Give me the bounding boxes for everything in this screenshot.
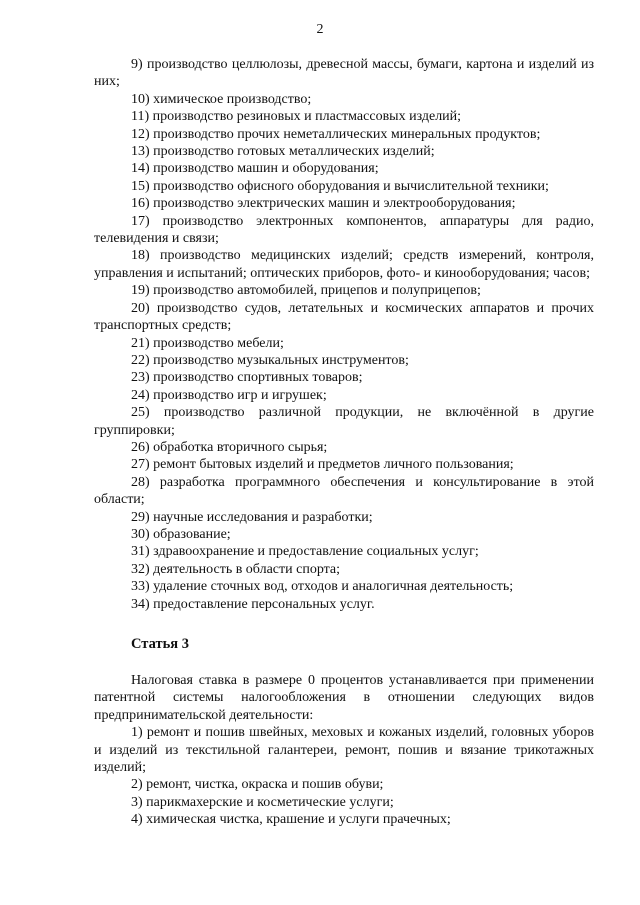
list-item: 17) производство электронных компонентов, аппаратуры для радио, телевидения и связи; bbox=[94, 213, 594, 247]
list-item: 26) обработка вторичного сырья; bbox=[131, 439, 328, 455]
list-item: 9) производство целлюлозы, древесной массы, бумаги, картона и изделий из них; bbox=[94, 57, 594, 90]
list-item: 15) производство офисного оборудования и вычислительной техники; bbox=[131, 178, 549, 194]
list-item: 31) здравоохранение и предоставление социальных услуг; bbox=[131, 544, 479, 560]
list-item: 25) производство различной продукции, не включённой в другие группировки; bbox=[94, 405, 594, 438]
list-item: 14) производство машин и оборудования; bbox=[131, 161, 379, 177]
list-item: 23) производство спортивных товаров; bbox=[131, 370, 363, 386]
list-item: 22) производство музыкальных инструментов; bbox=[131, 352, 409, 368]
list-item: 13) производство готовых металлических изделий; bbox=[131, 144, 435, 160]
list-item: 34) предоставление персональных услуг. bbox=[131, 596, 375, 612]
list-item: 20) производство судов, летательных и космических аппаратов и прочих транспортных средств; bbox=[94, 300, 594, 334]
list-item: 32) деятельность в области спорта; bbox=[131, 561, 341, 577]
list-item: 19) производство автомобилей, прицепов и полуприцепов; bbox=[131, 283, 481, 299]
list-item: 11) производство резиновых и пластмассовых изделий; bbox=[131, 109, 462, 125]
list-item: 30) образование; bbox=[131, 526, 231, 542]
document-body bbox=[94, 56, 594, 829]
article-intro: Налоговая ставка в размере 0 процентов устанавливается при применении патентной системы налогообложения в отношении следующих видов предпринимательской деятельности: bbox=[94, 673, 594, 723]
article-heading: Статья 3 bbox=[131, 636, 189, 652]
list-item: 12) производство прочих неметаллических минеральных продуктов; bbox=[131, 126, 541, 142]
list-item: 18) производство медицинских изделий; средств измерений, контроля, управления и испытаний; оптических приборов, фото- и кинооборудования; часов; bbox=[94, 248, 594, 281]
list-item: 21) производство мебели; bbox=[131, 335, 284, 351]
list-item: 4) химическая чистка, крашение и услуги прачечных; bbox=[131, 812, 451, 828]
activity-list bbox=[94, 56, 594, 613]
list-item: 33) удаление сточных вод, отходов и аналогичная деятельность; bbox=[131, 579, 514, 595]
list-item: 2) ремонт, чистка, окраска и пошив обуви; bbox=[131, 777, 384, 793]
list-item: 10) химическое производство; bbox=[131, 91, 312, 107]
list-item: 28) разработка программного обеспечения и консультирование в этой области; bbox=[94, 474, 594, 508]
list-item: 27) ремонт бытовых изделий и предметов личного пользования; bbox=[131, 457, 514, 473]
list-item: 24) производство игр и игрушек; bbox=[131, 387, 327, 403]
list-item: 29) научные исследования и разработки; bbox=[131, 509, 373, 525]
list-item: 16) производство электрических машин и электрооборудования; bbox=[131, 196, 516, 212]
page-number: 2 bbox=[316, 22, 324, 37]
list-item: 1) ремонт и пошив швейных, меховых и кожаных изделий, головных уборов и изделий из текстильной галантереи, ремонт, пошив и вязание трикотажных изделий; bbox=[94, 725, 594, 776]
list-item: 3) парикмахерские и косметические услуги; bbox=[131, 794, 394, 810]
article-list bbox=[94, 724, 594, 828]
